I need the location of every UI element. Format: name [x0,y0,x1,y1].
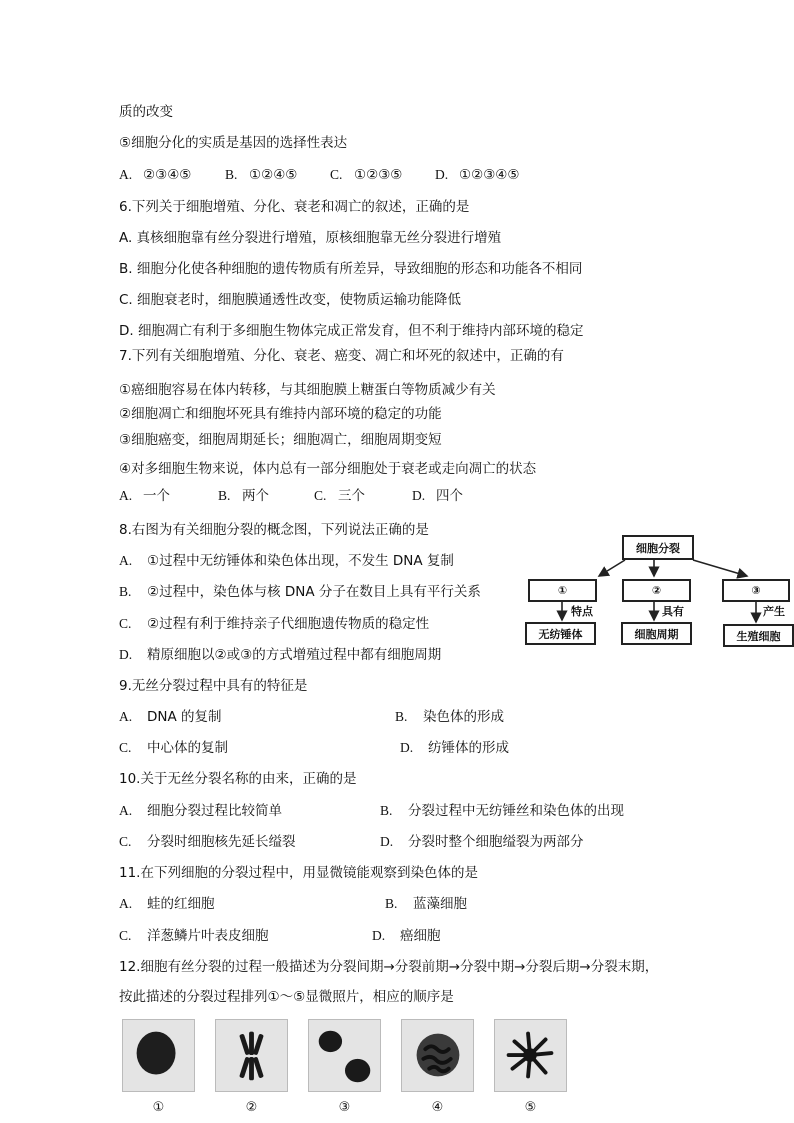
node-process-3: ③ [722,579,790,602]
node-no-spindle: 无纺锤体 [525,622,596,645]
q7-option-d[interactable]: D. 四个 [412,488,463,504]
q9-option-c[interactable]: C. 中心体的复制 [119,740,228,756]
q11-option-b[interactable]: B. 蓝藻细胞 [385,896,467,912]
text-continuation: 质的改变 [119,104,173,120]
q11-option-d[interactable]: D. 癌细胞 [372,928,441,944]
question-8: 8.右图为有关细胞分裂的概念图，下列说法正确的是 [119,522,429,538]
q5-option-d[interactable]: D. ①②③④⑤ [435,167,520,183]
q7-option-a[interactable]: A. 一个 [119,488,170,504]
micrograph-4 [401,1019,474,1092]
q7-option-b[interactable]: B. 两个 [218,488,269,504]
node-cell-division: 细胞分裂 [622,535,694,560]
label-has: 具有 [662,605,684,618]
micrograph-2 [215,1019,288,1092]
q10-option-b[interactable]: B. 分裂过程中无纺锤丝和染色体的出现 [380,803,624,819]
node-cell-cycle: 细胞周期 [621,622,692,645]
question-9: 9.无丝分裂过程中具有的特征是 [119,678,308,694]
q10-option-c[interactable]: C. 分裂时细胞核先延长缢裂 [119,834,296,850]
question-12-line-2: 按此描述的分裂过程排列①～⑤显微照片，相应的顺序是 [119,989,454,1005]
q7-statement-4: ④对多细胞生物来说，体内总有一部分细胞处于衰老或走向凋亡的状态 [119,461,537,477]
q8-option-d[interactable]: D. 精原细胞以②或③的方式增殖过程中都有细胞周期 [119,647,442,663]
micrograph-5 [494,1019,567,1092]
q9-option-a[interactable]: A. DNA 的复制 [119,709,222,725]
q10-option-a[interactable]: A. 细胞分裂过程比较简单 [119,803,282,819]
q11-option-a[interactable]: A. 蛙的红细胞 [119,896,215,912]
question-12-line-1: 12.细胞有丝分裂的过程一般描述为分裂间期→分裂前期→分裂中期→分裂后期→分裂末期， [119,959,659,975]
q6-option-d[interactable]: D. 细胞凋亡有利于多细胞生物体完成正常发育，但不利于维持内部环境的稳定 [119,323,584,339]
q7-option-c[interactable]: C. 三个 [314,488,365,504]
q9-option-d[interactable]: D. 纺锤体的形成 [400,740,509,756]
q7-statement-1: ①癌细胞容易在体内转移，与其细胞膜上糖蛋白等物质减少有关 [119,382,496,398]
micrograph-1 [122,1019,195,1092]
q6-option-b[interactable]: B. 细胞分化使各种细胞的遗传物质有所差异，导致细胞的形态和功能各不相同 [119,261,583,277]
question-7: 7.下列有关细胞增殖、分化、衰老、癌变、凋亡和坏死的叙述中，正确的有 [119,348,564,364]
micrograph-5-caption: ⑤ [524,1100,537,1115]
micrograph-4-caption: ④ [431,1100,444,1115]
q7-statement-2: ②细胞凋亡和细胞坏死具有维持内部环境的稳定的功能 [119,406,442,422]
q5-option-a[interactable]: A. ②③④⑤ [119,167,192,183]
q6-option-a[interactable]: A. 真核细胞靠有丝分裂进行增殖，原核细胞靠无丝分裂进行增殖 [119,230,502,246]
statement-5: ⑤细胞分化的实质是基因的选择性表达 [119,135,348,151]
q8-option-a[interactable]: A. ①过程中无纺锤体和染色体出现，不发生 DNA 复制 [119,553,454,569]
question-6: 6.下列关于细胞增殖、分化、衰老和凋亡的叙述，正确的是 [119,199,470,215]
label-produces: 产生 [763,605,785,618]
q10-option-d[interactable]: D. 分裂时整个细胞缢裂为两部分 [380,834,584,850]
micrograph-3-caption: ③ [338,1100,351,1115]
q6-option-c[interactable]: C. 细胞衰老时，细胞膜通透性改变，使物质运输功能降低 [119,292,462,308]
q5-option-b[interactable]: B. ①②④⑤ [225,167,298,183]
node-process-1: ① [528,579,597,602]
question-11: 11.在下列细胞的分裂过程中，用显微镜能观察到染色体的是 [119,865,478,881]
q9-option-b[interactable]: B. 染色体的形成 [395,709,504,725]
q8-option-b[interactable]: B. ②过程中，染色体与核 DNA 分子在数目上具有平行关系 [119,584,481,600]
node-process-2: ② [622,579,691,602]
q5-option-c[interactable]: C. ①②③⑤ [330,167,403,183]
question-10: 10.关于无丝分裂名称的由来，正确的是 [119,771,357,787]
micrograph-1-caption: ① [152,1100,165,1115]
q11-option-c[interactable]: C. 洋葱鳞片叶表皮细胞 [119,928,269,944]
node-germ-cells: 生殖细胞 [723,624,794,647]
micrograph-2-caption: ② [245,1100,258,1115]
q7-statement-3: ③细胞癌变，细胞周期延长；细胞凋亡，细胞周期变短 [119,432,442,448]
micrograph-3 [308,1019,381,1092]
label-feature: 特点 [571,605,593,618]
q8-option-c[interactable]: C. ②过程有利于维持亲子代细胞遗传物质的稳定性 [119,616,430,632]
